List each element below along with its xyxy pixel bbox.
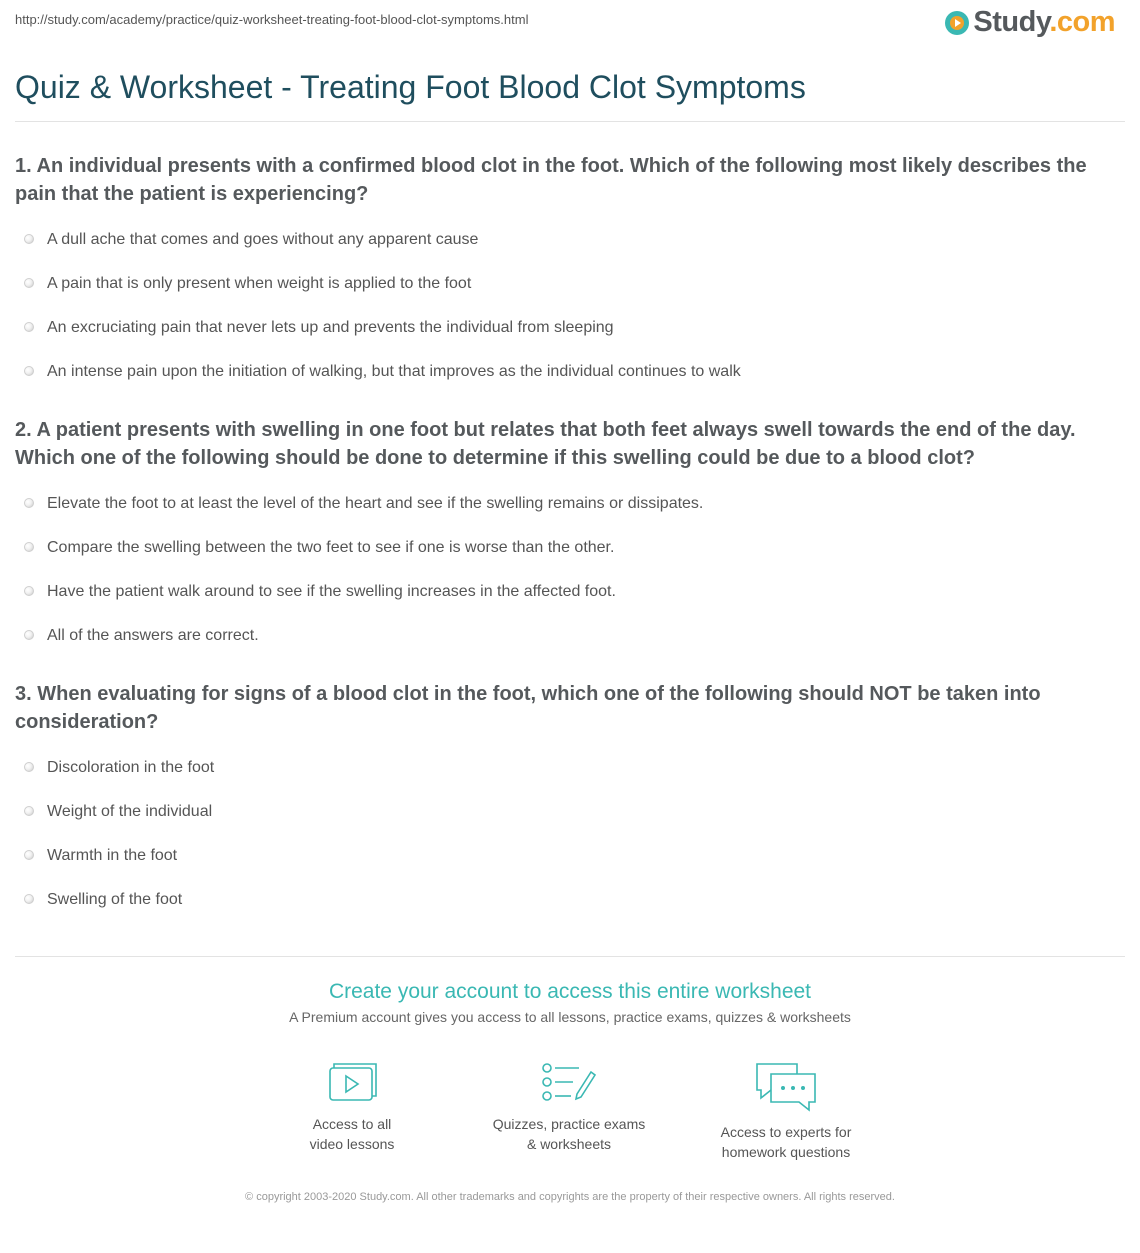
radio-button-icon[interactable] bbox=[24, 586, 34, 596]
answer-option-label: An excruciating pain that never lets up and prevents the individual from sleeping bbox=[47, 319, 614, 336]
answer-option[interactable] bbox=[15, 834, 1125, 878]
feature-label: Access to all video lessons bbox=[309, 1116, 395, 1152]
study-logo-icon bbox=[945, 11, 969, 35]
radio-button-icon[interactable] bbox=[24, 806, 34, 816]
quiz-list-icon bbox=[541, 1060, 597, 1104]
create-account-link[interactable]: Create your account to access this entire worksheet bbox=[328, 980, 812, 1003]
title-divider bbox=[15, 121, 1125, 122]
answer-option[interactable] bbox=[15, 614, 1125, 658]
question-block-3 bbox=[15, 680, 1125, 922]
answer-option[interactable] bbox=[15, 482, 1125, 526]
study-logo[interactable] bbox=[945, 6, 1115, 39]
answer-option-label: Swelling of the foot bbox=[47, 891, 183, 908]
answer-options-1 bbox=[15, 218, 1125, 394]
page-url: http://study.com/academy/practice/quiz-worksheet-treating-foot-blood-clot-symptoms.html bbox=[15, 12, 529, 27]
video-lessons-icon bbox=[324, 1060, 380, 1104]
answer-option-label: Compare the swelling between the two feet to see if one is worse than the other. bbox=[47, 539, 615, 556]
answer-option[interactable] bbox=[15, 746, 1125, 790]
radio-button-icon[interactable] bbox=[24, 366, 34, 376]
answer-option-label: Discoloration in the foot bbox=[47, 759, 215, 776]
question-text-1: 1. An individual presents with a confirmed blood clot in the foot. Which of the following most likely describes the pain that the patient is experiencing? bbox=[15, 155, 1087, 205]
chat-bubbles-icon bbox=[753, 1060, 819, 1112]
answer-option[interactable] bbox=[15, 878, 1125, 922]
feature-label: Access to experts for homework questions bbox=[720, 1124, 852, 1160]
top-bar bbox=[15, 0, 1125, 40]
answer-option-label: All of the answers are correct. bbox=[47, 627, 259, 644]
answer-option-label: Elevate the foot to at least the level of the heart and see if the swelling remains or dissipates. bbox=[47, 495, 704, 512]
answer-option[interactable] bbox=[15, 790, 1125, 834]
radio-button-icon[interactable] bbox=[24, 630, 34, 640]
cta-subtitle: A Premium account gives you access to all lessons, practice exams, quizzes & worksheets bbox=[289, 1009, 851, 1025]
answer-option[interactable] bbox=[15, 262, 1125, 306]
answer-option[interactable] bbox=[15, 218, 1125, 262]
answer-option[interactable] bbox=[15, 526, 1125, 570]
question-text-2: 2. A patient presents with swelling in one foot but relates that both feet always swell towards the end of the day. Which one of the following should be done to determine if this swelling could be due to a blood clot? bbox=[15, 419, 1076, 469]
radio-button-icon[interactable] bbox=[24, 850, 34, 860]
page-title: Quiz & Worksheet - Treating Foot Blood Clot Symptoms bbox=[15, 69, 806, 105]
answer-option-label: Have the patient walk around to see if the swelling increases in the affected foot. bbox=[47, 583, 616, 600]
radio-button-icon[interactable] bbox=[24, 498, 34, 508]
answer-option-label: Warmth in the foot bbox=[47, 847, 178, 864]
answer-option-label: A pain that is only present when weight is applied to the foot bbox=[47, 275, 472, 292]
feature-label: Quizzes, practice exams & worksheets bbox=[492, 1116, 646, 1152]
radio-button-icon[interactable] bbox=[24, 894, 34, 904]
answer-option[interactable] bbox=[15, 350, 1125, 394]
copyright-text: © copyright 2003-2020 Study.com. All other trademarks and copyrights are the property of their respective owners. All rights reserved. bbox=[245, 1191, 895, 1203]
answer-options-3 bbox=[15, 746, 1125, 922]
question-text-3: 3. When evaluating for signs of a blood clot in the foot, which one of the following should NOT be taken into consideration? bbox=[15, 683, 1041, 733]
answer-option[interactable] bbox=[15, 570, 1125, 614]
answer-option[interactable] bbox=[15, 306, 1125, 350]
feature-quizzes bbox=[459, 1060, 679, 1154]
radio-button-icon[interactable] bbox=[24, 762, 34, 772]
feature-video-lessons bbox=[242, 1060, 462, 1154]
answer-option-label: An intense pain upon the initiation of walking, but that improves as the individual continues to walk bbox=[47, 363, 741, 380]
question-block-2 bbox=[15, 416, 1125, 658]
radio-button-icon[interactable] bbox=[24, 542, 34, 552]
quiz-questions bbox=[15, 152, 1125, 944]
answer-option-label: A dull ache that comes and goes without any apparent cause bbox=[47, 231, 479, 248]
radio-button-icon[interactable] bbox=[24, 322, 34, 332]
feature-experts bbox=[676, 1060, 896, 1162]
cta-divider bbox=[15, 956, 1125, 957]
answer-options-2 bbox=[15, 482, 1125, 658]
question-block-1 bbox=[15, 152, 1125, 394]
radio-button-icon[interactable] bbox=[24, 278, 34, 288]
answer-option-label: Weight of the individual bbox=[47, 803, 213, 820]
radio-button-icon[interactable] bbox=[24, 234, 34, 244]
study-logo-text: Study.com bbox=[973, 6, 1115, 38]
